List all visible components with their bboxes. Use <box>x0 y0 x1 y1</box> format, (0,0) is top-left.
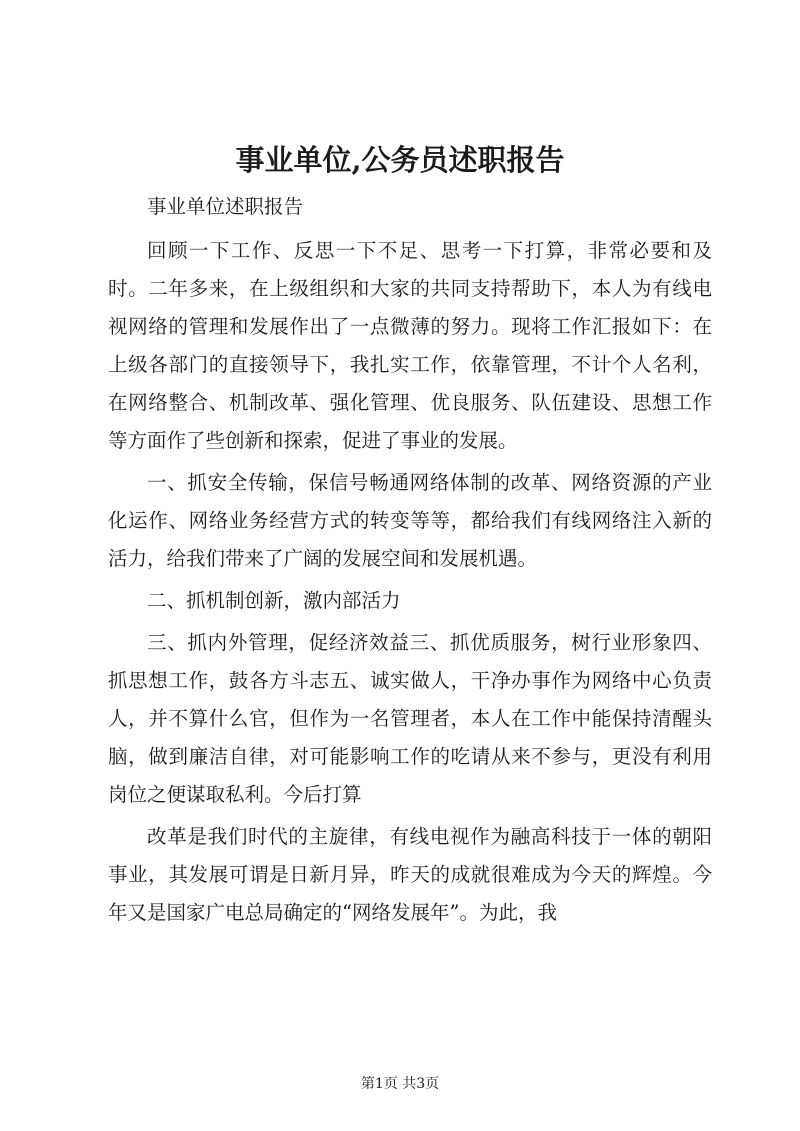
document-title: 事业单位,公务员述职报告 <box>235 143 565 177</box>
page-number-footer: 第1页 共3页 <box>360 1076 440 1092</box>
paragraph-section-3: 三、抓内外管理，促经济效益三、抓优质服务，树行业形象四、抓思想工作，鼓各方斗志五、诚实做人，干净办事作为网络中心负责人，并不算什么官，但作为一名管理者，本人在工作中能保持清醒头脑，做到廉洁自律，对可能影响工作的吃请从来不参与，更没有利用岗位之便谋取私利。今后打算 <box>108 631 712 806</box>
paragraph-plans: 改革是我们时代的主旋律，有线电视作为融高科技于一体的朝阳事业，其发展可谓是日新月异，昨天的成就很难成为今天的辉煌。今年又是国家广电总局确定的“网络发展年”。为此，我 <box>108 825 712 924</box>
paragraph-intro: 回顾一下工作、反思一下不足、思考一下打算，非常必要和及时。二年多来，在上级组织和大家的共同支持帮助下，本人为有线电视网络的管理和发展作出了一点微薄的努力。现将工作汇报如下：在上级各部门的直接领导下，我扎实工作，依靠管理，不计个人名利，在网络整合、机制改革、强化管理、优良服务、队伍建设、思想工作等方面作了些创新和探索，促进了事业的发展。 <box>108 239 712 452</box>
document-subtitle: 事业单位述职报告 <box>147 195 304 218</box>
paragraph-section-1: 一、抓安全传输，保信号畅通网络体制的改革、网络资源的产业化运作、网络业务经营方式的转变等等，都给我们有线网络注入新的活力，给我们带来了广阔的发展空间和发展机遇。 <box>108 471 712 570</box>
paragraph-section-2: 二、抓机制创新，激内部活力 <box>147 589 401 612</box>
document-body <box>108 188 712 936</box>
